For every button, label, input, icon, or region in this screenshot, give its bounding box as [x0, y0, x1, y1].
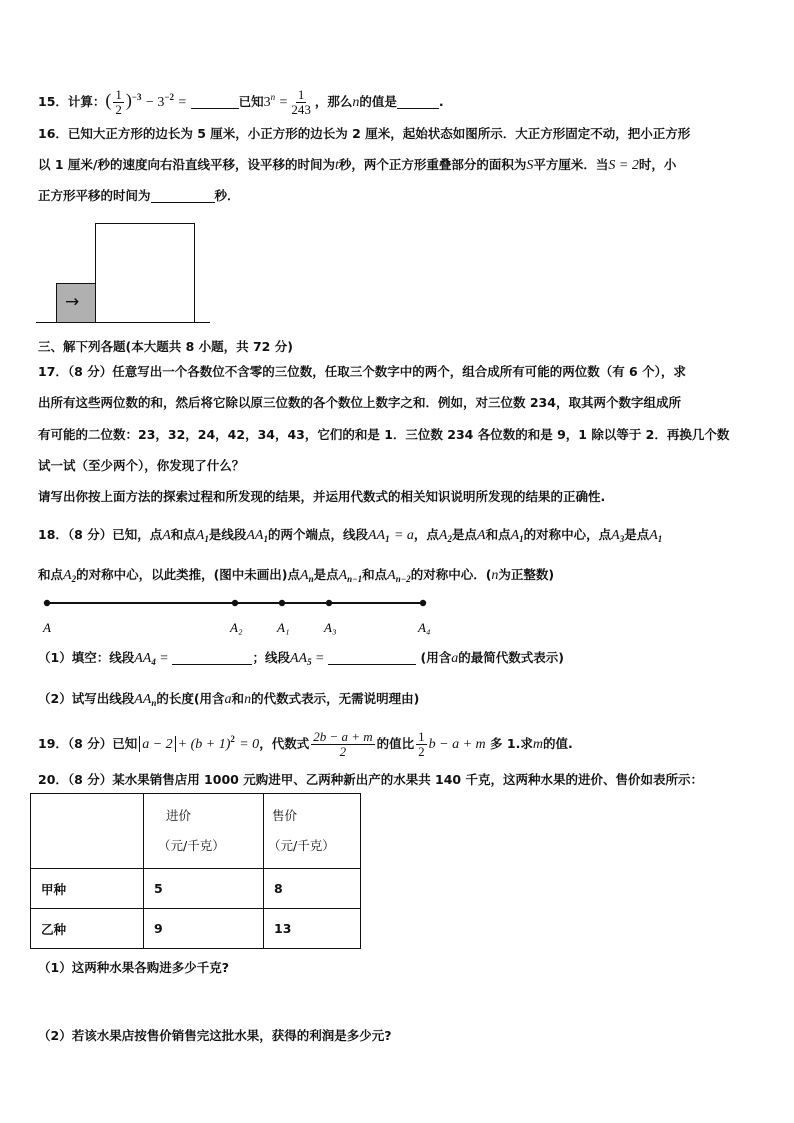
denominator: 2 [115, 102, 122, 117]
variable: n [244, 692, 252, 707]
table-row [31, 869, 361, 909]
header-price-unit: （元/千克） [268, 838, 335, 853]
text: 的对称中心．( [410, 567, 492, 582]
variable: n [491, 568, 499, 583]
segment: AA [246, 528, 264, 543]
text: 已知 [238, 94, 264, 109]
denominator: 2 [418, 744, 425, 759]
row-price-cell: 8 [264, 869, 361, 909]
subscript: 3 [619, 534, 625, 544]
numerator: 1 [297, 87, 305, 102]
exponent: n [270, 92, 276, 102]
variable: n [352, 95, 360, 110]
table-row [31, 909, 361, 949]
arrow-right-icon: → [65, 292, 80, 312]
numerator: 1 [115, 87, 122, 102]
exponent: −2 [164, 92, 174, 102]
question-20-part-2: （2）若该水果店按售价销售完这批水果，获得的利润是多少元? [38, 1028, 392, 1043]
point-a4-dot [420, 600, 426, 606]
question-20-intro: 20．（8 分）某水果销售店用 1000 元购进甲、乙两种新出产的水果共 140 千克，这两种水果的进价、售价如表所示： [38, 772, 703, 787]
label-a4: A₄ [418, 620, 431, 635]
price-table [30, 793, 361, 949]
point: A [611, 528, 620, 543]
equals-sign: = [160, 651, 169, 666]
subscript: n−2 [395, 574, 411, 584]
segment-figure [38, 592, 438, 638]
answer-blank[interactable] [328, 650, 416, 665]
text: 平方厘米．当 [533, 157, 609, 172]
point-a1: A [195, 528, 205, 543]
subscript: 2 [71, 574, 77, 584]
period: . [438, 94, 444, 109]
question-18-part-1 [38, 649, 756, 671]
text: 和点 [362, 567, 388, 582]
denominator: 2 [339, 744, 347, 759]
text: 的值是 [359, 94, 397, 109]
equals-sign: = [279, 95, 288, 110]
abs-bar-right [175, 736, 176, 752]
answer-blank[interactable] [397, 94, 439, 109]
text: 是点 [624, 527, 650, 542]
point: A [510, 528, 520, 543]
table-header-row [31, 794, 361, 869]
numerator: 2b − a + m [313, 729, 373, 744]
text: ，代数式 [259, 736, 310, 751]
question-18-part-2 [38, 690, 756, 712]
fraction-half [113, 88, 124, 117]
text: ，点 [413, 527, 439, 542]
question-17-line-2: 出所有这些两位数的和，然后将它除以原三位数的各个数位上数字之和．例如，对三位数 234，取其两个数字组成所 [38, 395, 681, 410]
text: 的对称中心，点 [523, 527, 612, 542]
ground-line [36, 322, 210, 323]
text: 和点 [170, 527, 196, 542]
text: 时，小 [638, 157, 677, 172]
subscript: n [308, 574, 314, 584]
subscript: 1 [519, 534, 524, 544]
minus-term: − 3 [145, 95, 165, 110]
question-17-line-4: 试一试（至少两个），你发现了什么？ [38, 458, 245, 473]
header-cost-unit: （元/千克） [158, 838, 225, 853]
question-17-line-5: 请写出你按上面方法的探索过程和所发现的结果，并运用代数式的相关知识说明所发现的结果的正确性. [38, 489, 606, 504]
subscript: n−1 [347, 574, 363, 584]
header-price-cell [264, 794, 361, 869]
text: （1）填空：线段 [38, 650, 135, 665]
small-square [56, 283, 96, 323]
question-17-line-1: 17．（8 分）任意写出一个各数位不含零的三位数，任取三个数字中的两个，组合成所有可能的两位数（有 6 个），求 [38, 364, 686, 379]
abs-bar-left [139, 736, 140, 752]
question-16-line-3 [38, 187, 756, 205]
segment: AA [367, 528, 386, 543]
text: 的值. [542, 736, 573, 751]
segment: AA [289, 651, 308, 666]
answer-blank[interactable] [151, 188, 215, 203]
segment: AA [134, 692, 152, 707]
exponent: 2 [230, 734, 235, 744]
subscript: 1 [657, 534, 663, 544]
text: 秒． [214, 188, 240, 203]
text: (用含 [420, 650, 452, 665]
point: A [387, 568, 396, 583]
point: A [338, 568, 348, 583]
text: 和点 [485, 527, 511, 542]
answer-blank[interactable] [191, 94, 239, 109]
text: ；线段 [252, 650, 290, 665]
equation: = 0 [239, 737, 260, 752]
text: 的值比 [376, 736, 415, 751]
point-a: A [162, 528, 171, 543]
text: 是线段 [208, 527, 247, 542]
point: A [438, 528, 448, 543]
text: 19．（8 分）已知 [38, 736, 138, 751]
abs-expression: a − 2 [142, 737, 173, 752]
subscript: 5 [307, 657, 312, 667]
header-price-label: 售价 [272, 808, 298, 823]
point: A [300, 568, 309, 583]
question-19 [38, 730, 756, 759]
text: 的两个端点，线段 [267, 527, 368, 542]
denominator: 243 [291, 102, 311, 117]
text: 的代数式表示，无需说明理由) [251, 691, 420, 706]
subscript: 1 [263, 534, 268, 544]
paren-close: ) [125, 90, 132, 110]
paren-open: ( [105, 90, 112, 110]
section-heading: 三、解下列各题(本大题共 8 小题，共 72 分) [38, 339, 293, 354]
header-empty-cell [31, 794, 144, 869]
question-15 [38, 88, 756, 117]
large-square [95, 223, 195, 323]
point: A [649, 528, 658, 543]
variable: t [334, 158, 339, 173]
fraction-1-243 [289, 88, 313, 117]
label-a: A [43, 620, 51, 635]
point-a3-dot [326, 600, 332, 606]
base: 3 [263, 95, 271, 110]
exponent: −3 [131, 92, 142, 102]
answer-blank[interactable] [172, 650, 252, 665]
text: 的最简代数式表示) [458, 650, 564, 665]
equals-sign: = [315, 651, 324, 666]
row-cost-cell: 9 [144, 909, 264, 949]
header-cost-label: 进价 [166, 808, 192, 823]
row-name-cell: 乙种 [31, 909, 144, 949]
text: 正方形平移的时间为 [38, 188, 151, 203]
text: 和 [231, 691, 245, 706]
question-20-part-1: （1）这两种水果各购进多少千克? [38, 960, 229, 975]
point-a-dot [44, 600, 50, 606]
label-a2: A₂ [230, 620, 243, 635]
variable: S [526, 158, 534, 173]
numerator: 1 [418, 729, 425, 744]
subscript: 1 [204, 534, 209, 544]
point: A [63, 568, 72, 583]
question-17-line-3: 有可能的二位数：23，32，24，42，34，43，它们的和是 1．三位数 234 各位数的和是 9，1 除以等于 2．再换几个数 [38, 427, 730, 442]
point: A [477, 528, 486, 543]
condition: S = 2 [608, 158, 639, 173]
header-cost-cell [144, 794, 264, 869]
expression: b − a + m [428, 737, 486, 752]
expression: + (b + 1) [177, 737, 231, 752]
label-a1: A₁ [277, 620, 290, 635]
fraction-half [416, 730, 427, 759]
text: 秒，两个正方形重叠部分的面积为 [338, 157, 527, 172]
text: 是点 [451, 527, 477, 542]
text: 为正整数) [498, 567, 555, 582]
question-18-line-1 [38, 526, 756, 548]
row-price-cell: 13 [264, 909, 361, 949]
variable: a [224, 692, 232, 707]
subscript: n [151, 698, 157, 708]
text: 18．（8 分）已知，点 [38, 527, 163, 542]
point-a1-dot [279, 600, 285, 606]
squares-figure [36, 222, 212, 326]
equals-sign: = [178, 95, 187, 110]
question-16-line-2 [38, 156, 756, 175]
row-name-cell: 甲种 [31, 869, 144, 909]
question-16-line-1: 16．已知大正方形的边长为 5 厘米，小正方形的边长为 2 厘米，起始状态如图所示．大正方形固定不动，把小正方形 [38, 126, 691, 141]
text: 多 1.求 [490, 736, 533, 751]
label-a3: A₃ [324, 620, 337, 635]
fraction-expression [311, 730, 374, 759]
text: 以 1 厘米/秒的速度向右沿直线平移，设平移的时间为 [38, 157, 335, 172]
equation: = a [393, 528, 414, 543]
row-cost-cell: 5 [144, 869, 264, 909]
text: 和点 [38, 567, 64, 582]
text: 是点 [313, 567, 339, 582]
variable: a [451, 651, 459, 666]
text: （2）试写出线段 [38, 691, 135, 706]
question-number: 15． [38, 94, 68, 109]
text: 的对称中心，以此类推，(图中未画出)点 [76, 567, 301, 582]
label: 计算： [67, 94, 106, 109]
point-a2-dot [232, 600, 238, 606]
question-18-line-2 [38, 566, 756, 588]
subscript: 4 [151, 657, 156, 667]
subscript: 2 [447, 534, 452, 544]
subscript: 1 [385, 534, 390, 544]
variable: m [532, 737, 543, 752]
text: ，那么 [314, 94, 353, 109]
segment: AA [134, 651, 152, 666]
text: 的长度(用含 [156, 691, 225, 706]
